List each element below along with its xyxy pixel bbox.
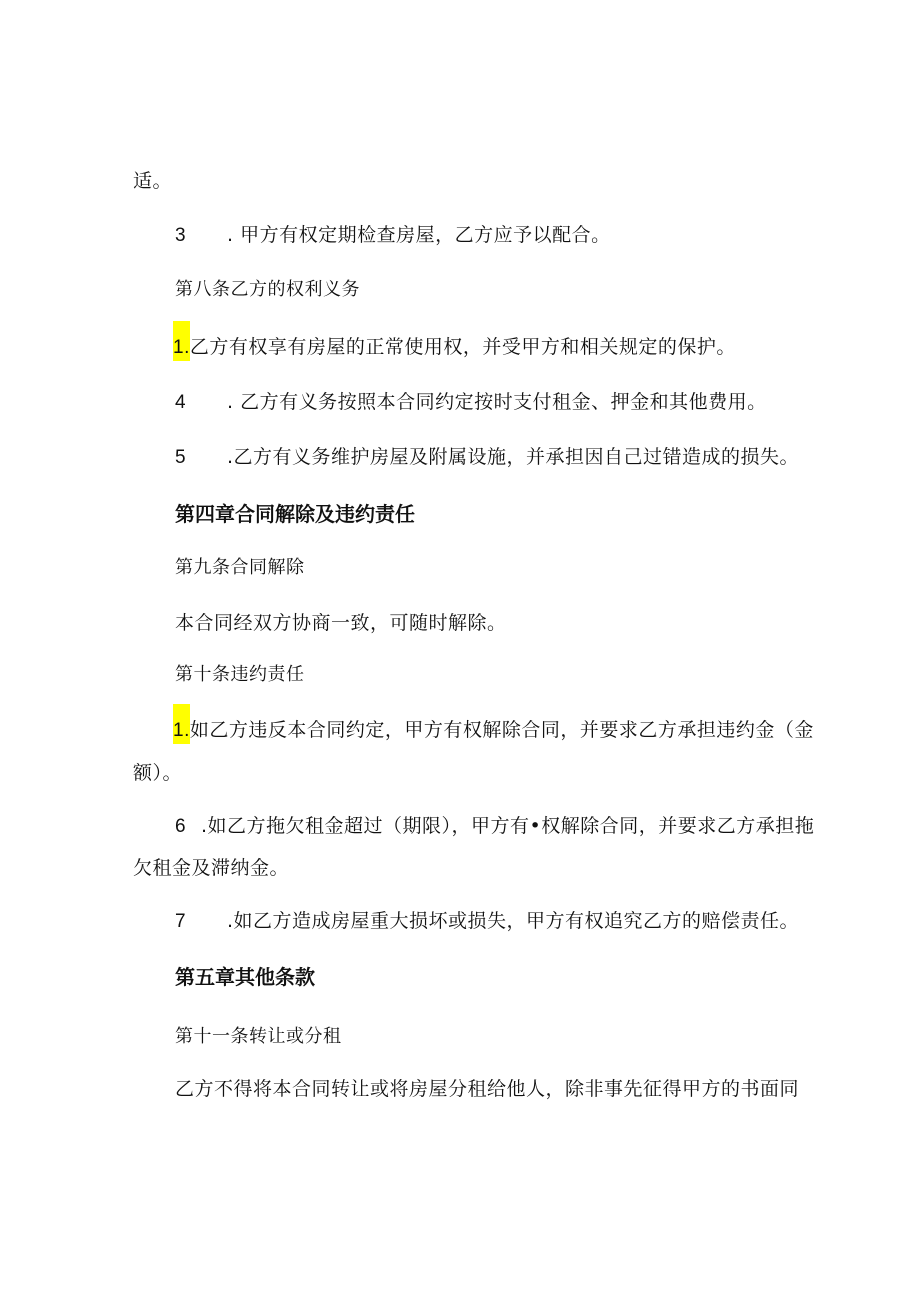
item-number: 4 [175, 392, 187, 413]
continuation-text [133, 760, 182, 786]
chapter-heading [175, 501, 415, 527]
highlighted-item-number: 1. [173, 704, 190, 744]
chapter-heading [175, 964, 315, 990]
article-title [175, 662, 305, 688]
continuation-text [133, 855, 289, 881]
article-title [175, 1024, 342, 1050]
item-text: . 乙方有义务按照本合同约定按时支付租金、押金和其他费用。 [227, 391, 767, 413]
text: 第十一条转让或分租 [175, 1026, 342, 1047]
item-number: 5 [175, 447, 187, 468]
text: 欠租金及滞纳金。 [133, 857, 290, 879]
item-text: .如乙方拖欠租金超过（期限），甲方有•权解除合同，并要求乙方承担拖 [201, 815, 815, 837]
list-item [173, 334, 736, 361]
list-item [173, 717, 814, 744]
text: 适。 [133, 170, 173, 192]
text: 第九条合同解除 [175, 557, 305, 578]
list-item [175, 813, 814, 840]
item-number: 7 [175, 911, 187, 932]
list-item [175, 222, 611, 249]
text: 本合同经双方协商一致，可随时解除。 [175, 612, 507, 634]
highlighted-item-number: 1. [173, 321, 190, 361]
article-title [175, 277, 360, 303]
item-text: 乙方有权享有房屋的正常使用权，并受甲方和相关规定的保护。 [189, 336, 736, 358]
item-text: . 甲方有权定期检查房屋，乙方应予以配合。 [227, 224, 611, 246]
text: 第八条乙方的权利义务 [175, 279, 360, 300]
text: 额）。 [133, 762, 183, 784]
list-item [175, 444, 799, 471]
item-text: .乙方有义务维护房屋及附属设施，并承担因自己过错造成的损失。 [227, 446, 800, 468]
text: 乙方不得将本合同转让或将房屋分租给他人，除非事先征得甲方的书面同 [175, 1078, 800, 1100]
list-item [175, 389, 767, 416]
item-text: .如乙方造成房屋重大损坏或损失，甲方有权追究乙方的赔偿责任。 [227, 910, 800, 932]
article-title [175, 555, 305, 581]
text: 第五章其他条款 [175, 965, 315, 989]
item-text: 如乙方违反本合同约定，甲方有权解除合同，并要求乙方承担违约金（金 [189, 719, 814, 741]
list-item [175, 908, 799, 935]
continuation-text [133, 168, 172, 194]
item-number: 3 [175, 225, 187, 246]
text: 第十条违约责任 [175, 664, 305, 685]
item-number: 6 [175, 816, 187, 837]
paragraph [175, 610, 507, 636]
text: 第四章合同解除及违约责任 [175, 502, 415, 526]
paragraph [175, 1076, 799, 1102]
